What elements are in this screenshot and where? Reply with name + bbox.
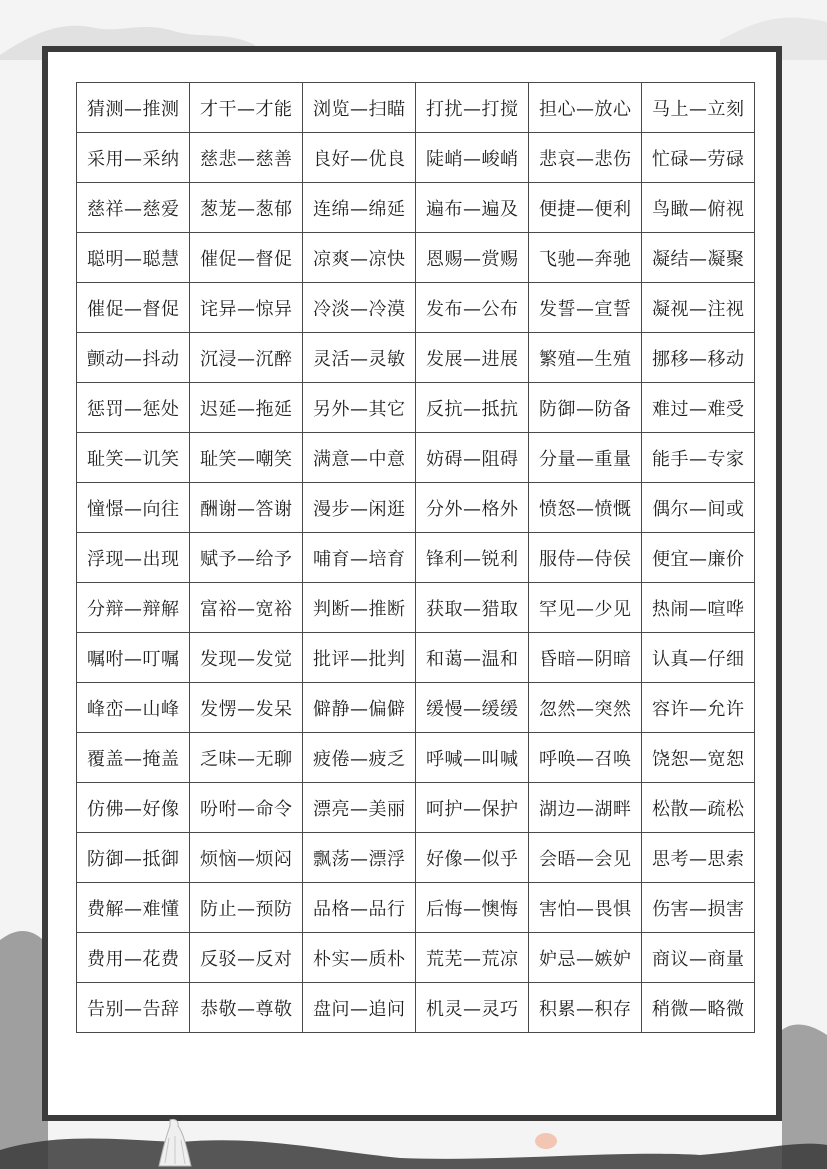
word-pair-cell: 凉爽—凉快 — [303, 233, 416, 283]
word-pair-cell: 冷淡—冷漠 — [303, 283, 416, 333]
word-pair-cell: 漂亮—美丽 — [303, 783, 416, 833]
word-pair-cell: 耻笑—嘲笑 — [190, 433, 303, 483]
word-pair-cell: 灵活—灵敏 — [303, 333, 416, 383]
word-pair-cell: 才干—才能 — [190, 83, 303, 133]
word-pair-cell: 惩罚—惩处 — [77, 383, 190, 433]
word-pair-cell: 缓慢—缓缓 — [416, 683, 529, 733]
table-row — [77, 183, 755, 233]
word-pair-cell: 发誓—宣誓 — [529, 283, 642, 333]
word-pair-cell: 稍微—略微 — [642, 983, 755, 1033]
word-pair-cell: 覆盖—掩盖 — [77, 733, 190, 783]
word-pair-cell: 商议—商量 — [642, 933, 755, 983]
word-pair-cell: 机灵—灵巧 — [416, 983, 529, 1033]
word-pair-cell: 愤怒—愤慨 — [529, 483, 642, 533]
word-pair-cell: 富裕—宽裕 — [190, 583, 303, 633]
word-pair-cell: 呼唤—召唤 — [529, 733, 642, 783]
word-pair-cell: 盘问—追问 — [303, 983, 416, 1033]
word-pair-cell: 热闹—喧哗 — [642, 583, 755, 633]
word-pair-cell: 发现—发觉 — [190, 633, 303, 683]
word-pair-cell: 浏览—扫瞄 — [303, 83, 416, 133]
word-pair-cell: 后悔—懊悔 — [416, 883, 529, 933]
word-pair-cell: 鸟瞰—俯视 — [642, 183, 755, 233]
word-pair-cell: 酬谢—答谢 — [190, 483, 303, 533]
word-pair-cell: 罕见—少见 — [529, 583, 642, 633]
table-row — [77, 633, 755, 683]
word-pair-cell: 分辩—辩解 — [77, 583, 190, 633]
word-pair-cell: 连绵—绵延 — [303, 183, 416, 233]
word-pair-cell: 饶恕—宽恕 — [642, 733, 755, 783]
word-pair-cell: 颤动—抖动 — [77, 333, 190, 383]
word-pair-cell: 催促—督促 — [77, 283, 190, 333]
word-pair-cell: 峰峦—山峰 — [77, 683, 190, 733]
word-pair-cell: 湖边—湖畔 — [529, 783, 642, 833]
worksheet-frame — [42, 46, 782, 1121]
table-row — [77, 683, 755, 733]
word-pair-cell: 恭敬—尊敬 — [190, 983, 303, 1033]
word-pair-cell: 恩赐—赏赐 — [416, 233, 529, 283]
word-pair-cell: 妨碍—阻碍 — [416, 433, 529, 483]
word-pair-cell: 赋予—给予 — [190, 533, 303, 583]
word-pair-cell: 忽然—突然 — [529, 683, 642, 733]
table-row — [77, 983, 755, 1033]
word-pair-cell: 费解—难懂 — [77, 883, 190, 933]
word-pair-cell: 判断—推断 — [303, 583, 416, 633]
word-pair-cell: 告别—告辞 — [77, 983, 190, 1033]
table-row — [77, 483, 755, 533]
word-pair-cell: 妒忌—嫉妒 — [529, 933, 642, 983]
word-pair-cell: 漫步—闲逛 — [303, 483, 416, 533]
bottom-mountain — [0, 1139, 827, 1169]
word-pair-cell: 分外—格外 — [416, 483, 529, 533]
table-row — [77, 833, 755, 883]
word-pair-cell: 悲哀—悲伤 — [529, 133, 642, 183]
table-row — [77, 283, 755, 333]
word-pair-cell: 难过—难受 — [642, 383, 755, 433]
word-pair-cell: 锋利—锐利 — [416, 533, 529, 583]
word-pair-cell: 积累—积存 — [529, 983, 642, 1033]
word-pair-cell: 便宜—廉价 — [642, 533, 755, 583]
word-pair-cell: 乏味—无聊 — [190, 733, 303, 783]
scholar-figure-illustration — [155, 1118, 195, 1168]
table-row — [77, 83, 755, 133]
word-pair-cell: 良好—优良 — [303, 133, 416, 183]
word-pair-cell: 诧异—惊异 — [190, 283, 303, 333]
word-pair-cell: 飞驰—奔驰 — [529, 233, 642, 283]
table-row — [77, 733, 755, 783]
table-row — [77, 433, 755, 483]
left-mountain — [0, 931, 48, 1169]
word-pair-cell: 费用—花费 — [77, 933, 190, 983]
word-pair-cell: 会晤—会见 — [529, 833, 642, 883]
word-pair-cell: 耻笑—讥笑 — [77, 433, 190, 483]
word-pair-cell: 仿佛—好像 — [77, 783, 190, 833]
word-pair-cell: 防御—防备 — [529, 383, 642, 433]
word-pair-cell: 聪明—聪慧 — [77, 233, 190, 283]
table-row — [77, 383, 755, 433]
synonym-table — [76, 82, 755, 1033]
word-pair-cell: 荒芜—荒凉 — [416, 933, 529, 983]
word-pair-cell: 呼喊—叫喊 — [416, 733, 529, 783]
word-pair-cell: 批评—批判 — [303, 633, 416, 683]
word-pair-cell: 担心—放心 — [529, 83, 642, 133]
word-pair-cell: 和蔼—温和 — [416, 633, 529, 683]
table-row — [77, 783, 755, 833]
word-pair-cell: 吩咐—命令 — [190, 783, 303, 833]
word-pair-cell: 慈祥—慈爱 — [77, 183, 190, 233]
word-pair-cell: 憧憬—向往 — [77, 483, 190, 533]
word-pair-cell: 服侍—侍侯 — [529, 533, 642, 583]
word-pair-cell: 好像—似乎 — [416, 833, 529, 883]
word-pair-cell: 遍布—遍及 — [416, 183, 529, 233]
word-pair-cell: 偶尔—间或 — [642, 483, 755, 533]
word-pair-cell: 害怕—畏惧 — [529, 883, 642, 933]
table-row — [77, 933, 755, 983]
word-pair-cell: 马上—立刻 — [642, 83, 755, 133]
word-pair-cell: 认真—仔细 — [642, 633, 755, 683]
word-pair-cell: 反抗—抵抗 — [416, 383, 529, 433]
word-pair-cell: 昏暗—阴暗 — [529, 633, 642, 683]
word-pair-cell: 朴实—质朴 — [303, 933, 416, 983]
word-pair-cell: 凝结—凝聚 — [642, 233, 755, 283]
word-pair-cell: 松散—疏松 — [642, 783, 755, 833]
word-pair-cell: 伤害—损害 — [642, 883, 755, 933]
word-pair-cell: 便捷—便利 — [529, 183, 642, 233]
word-pair-cell: 忙碌—劳碌 — [642, 133, 755, 183]
word-pair-cell: 凝视—注视 — [642, 283, 755, 333]
word-pair-cell: 陡峭—峻峭 — [416, 133, 529, 183]
word-pair-cell: 猜测—推测 — [77, 83, 190, 133]
word-pair-cell: 思考—思索 — [642, 833, 755, 883]
word-pair-cell: 发愣—发呆 — [190, 683, 303, 733]
word-pair-cell: 疲倦—疲乏 — [303, 733, 416, 783]
word-pair-cell: 嘱咐—叮嘱 — [77, 633, 190, 683]
table-row — [77, 533, 755, 583]
word-pair-cell: 慈悲—慈善 — [190, 133, 303, 183]
table-row — [77, 883, 755, 933]
word-pair-cell: 满意—中意 — [303, 433, 416, 483]
word-pair-cell: 反驳—反对 — [190, 933, 303, 983]
red-seal-stamp — [535, 1133, 557, 1149]
word-pair-cell: 烦恼—烦闷 — [190, 833, 303, 883]
word-pair-cell: 防止—预防 — [190, 883, 303, 933]
word-pair-cell: 打扰—打搅 — [416, 83, 529, 133]
word-pair-cell: 品格—品行 — [303, 883, 416, 933]
word-pair-cell: 获取—猎取 — [416, 583, 529, 633]
word-pair-cell: 葱茏—葱郁 — [190, 183, 303, 233]
word-pair-cell: 采用—采纳 — [77, 133, 190, 183]
word-pair-cell: 飘荡—漂浮 — [303, 833, 416, 883]
table-row — [77, 583, 755, 633]
word-pair-cell: 发布—公布 — [416, 283, 529, 333]
word-pair-cell: 发展—进展 — [416, 333, 529, 383]
word-pair-cell: 分量—重量 — [529, 433, 642, 483]
word-pair-cell: 催促—督促 — [190, 233, 303, 283]
word-pair-cell: 能手—专家 — [642, 433, 755, 483]
word-pair-cell: 沉浸—沉醉 — [190, 333, 303, 383]
word-pair-cell: 迟延—拖延 — [190, 383, 303, 433]
table-row — [77, 333, 755, 383]
word-pair-cell: 繁殖—生殖 — [529, 333, 642, 383]
word-pair-cell: 哺育—培育 — [303, 533, 416, 583]
word-pair-cell: 僻静—偏僻 — [303, 683, 416, 733]
word-pair-cell: 挪移—移动 — [642, 333, 755, 383]
word-pair-cell: 浮现—出现 — [77, 533, 190, 583]
word-pair-cell: 容许—允许 — [642, 683, 755, 733]
word-pair-cell: 防御—抵御 — [77, 833, 190, 883]
word-pair-cell: 呵护—保护 — [416, 783, 529, 833]
table-row — [77, 233, 755, 283]
table-row — [77, 133, 755, 183]
word-pair-cell: 另外—其它 — [303, 383, 416, 433]
